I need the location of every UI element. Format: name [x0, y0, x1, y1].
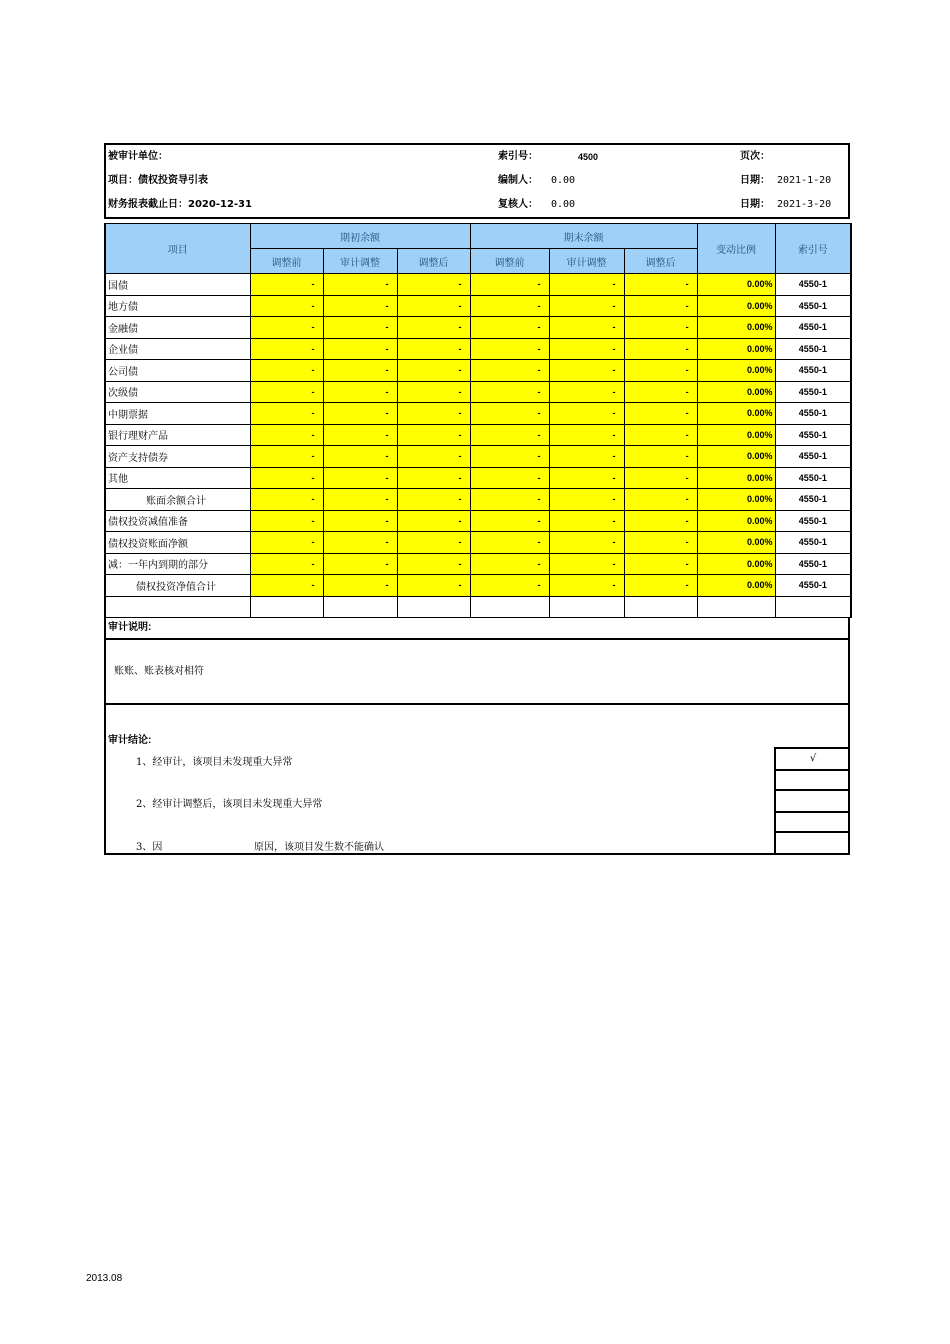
change-ratio-cell: 0.00% — [697, 295, 775, 317]
value-cell[interactable]: - — [323, 317, 397, 339]
row-label: 银行理财产品 — [105, 424, 250, 446]
index-ref-cell[interactable]: 4550-1 — [775, 274, 851, 296]
value-cell[interactable]: - — [323, 510, 397, 532]
sub-after-header: 调整后 — [397, 249, 470, 274]
value-cell[interactable]: - — [549, 424, 624, 446]
reviewer-value: 0.00 — [551, 199, 576, 210]
value-cell[interactable]: - — [470, 295, 549, 317]
sub-after-header: 调整后 — [624, 249, 697, 274]
change-ratio-cell: 0.00% — [697, 446, 775, 468]
value-cell[interactable]: - — [323, 575, 397, 597]
change-ratio-cell: 0.00% — [697, 403, 775, 425]
value-cell[interactable]: - — [397, 424, 470, 446]
row-label: 公司债 — [105, 360, 250, 382]
value-cell[interactable]: - — [549, 295, 624, 317]
value-cell[interactable]: - — [323, 403, 397, 425]
conclusion-item-2: 2、经审计调整后，该项目未发现重大异常 — [136, 799, 323, 810]
table-row — [105, 338, 851, 360]
value-cell[interactable]: - — [470, 381, 549, 403]
row-label: 债权投资减值准备 — [105, 510, 250, 532]
value-cell[interactable]: - — [250, 553, 323, 575]
change-ratio-cell: 0.00% — [697, 317, 775, 339]
value-cell[interactable]: - — [397, 532, 470, 554]
row-label: 国债 — [105, 274, 250, 296]
index-ref-cell[interactable]: 4550-1 — [775, 338, 851, 360]
value-cell[interactable]: - — [397, 381, 470, 403]
header-block — [104, 143, 850, 219]
conclusion-spacer-1 — [774, 769, 850, 789]
change-ratio-cell: 0.00% — [697, 381, 775, 403]
change-ratio-cell: 0.00% — [697, 575, 775, 597]
value-cell[interactable]: - — [624, 553, 697, 575]
conclusion-item-3a: 3、因 — [136, 842, 163, 853]
value-cell[interactable]: - — [549, 575, 624, 597]
empty-cell — [470, 596, 549, 618]
value-cell[interactable]: - — [470, 575, 549, 597]
value-cell[interactable]: - — [397, 489, 470, 511]
value-cell[interactable]: - — [624, 489, 697, 511]
value-cell[interactable]: - — [250, 489, 323, 511]
value-cell[interactable]: - — [470, 467, 549, 489]
value-cell[interactable]: - — [624, 575, 697, 597]
table-row — [105, 317, 851, 339]
value-cell[interactable]: - — [470, 424, 549, 446]
value-cell[interactable]: - — [323, 467, 397, 489]
empty-cell — [105, 596, 250, 618]
value-cell[interactable]: - — [323, 446, 397, 468]
change-ratio-cell: 0.00% — [697, 489, 775, 511]
row-label: 企业债 — [105, 338, 250, 360]
value-cell[interactable]: - — [323, 295, 397, 317]
value-cell[interactable]: - — [250, 446, 323, 468]
value-cell[interactable]: - — [624, 446, 697, 468]
row-label: 金融债 — [105, 317, 250, 339]
change-ratio-cell: 0.00% — [697, 424, 775, 446]
col-item-header: 项目 — [105, 224, 250, 274]
project-label: 项目：债权投资导引表 — [108, 175, 208, 186]
table-row — [105, 274, 851, 296]
preparer-value: 0.00 — [551, 175, 576, 186]
notes-title: 审计说明: — [106, 618, 848, 640]
index-ref-cell[interactable]: 4550-1 — [775, 446, 851, 468]
value-cell[interactable]: - — [397, 446, 470, 468]
value-cell[interactable]: - — [323, 381, 397, 403]
value-cell[interactable]: - — [549, 360, 624, 382]
index-ref-cell[interactable]: 4550-1 — [775, 295, 851, 317]
auditee-label: 被审计单位： — [108, 151, 168, 162]
value-cell[interactable]: - — [470, 489, 549, 511]
value-cell[interactable]: - — [250, 424, 323, 446]
value-cell[interactable]: - — [250, 532, 323, 554]
value-cell[interactable]: - — [549, 381, 624, 403]
index-value: 4500 — [578, 152, 599, 162]
notes-body: 账账、账表核对相符 — [106, 640, 848, 705]
value-cell[interactable]: - — [549, 274, 624, 296]
conclusion-spacer-2 — [774, 811, 850, 831]
value-cell[interactable]: - — [624, 295, 697, 317]
reviewer-label: 复核人： — [498, 199, 538, 210]
value-cell[interactable]: - — [470, 317, 549, 339]
group-opening-header: 期初余额 — [250, 224, 470, 249]
value-cell[interactable]: - — [250, 467, 323, 489]
row-label: 地方债 — [105, 295, 250, 317]
value-cell[interactable]: - — [250, 510, 323, 532]
value-cell[interactable]: - — [470, 360, 549, 382]
value-cell[interactable]: - — [250, 381, 323, 403]
date-label-2: 日期： — [740, 199, 770, 210]
value-cell[interactable]: - — [323, 424, 397, 446]
value-cell[interactable]: - — [549, 317, 624, 339]
date-value-2: 2021-3-20 — [777, 199, 832, 210]
change-ratio-cell: 0.00% — [697, 338, 775, 360]
date-value-1: 2021-1-20 — [777, 175, 832, 186]
value-cell[interactable]: - — [470, 338, 549, 360]
value-cell[interactable]: - — [397, 403, 470, 425]
value-cell[interactable]: - — [624, 424, 697, 446]
value-cell[interactable]: - — [470, 446, 549, 468]
row-label: 债权投资净值合计 — [105, 575, 250, 597]
index-ref-cell[interactable]: 4550-1 — [775, 467, 851, 489]
value-cell[interactable]: - — [624, 360, 697, 382]
row-label: 债权投资账面净额 — [105, 532, 250, 554]
empty-cell — [775, 596, 851, 618]
value-cell[interactable]: - — [250, 360, 323, 382]
value-cell[interactable]: - — [470, 532, 549, 554]
value-cell[interactable]: - — [323, 489, 397, 511]
change-ratio-cell: 0.00% — [697, 532, 775, 554]
value-cell[interactable]: - — [397, 360, 470, 382]
value-cell[interactable]: - — [250, 575, 323, 597]
row-label: 资产支持债券 — [105, 446, 250, 468]
change-ratio-cell: 0.00% — [697, 510, 775, 532]
sub-before-header: 调整前 — [470, 249, 549, 274]
index-ref-cell[interactable]: 4550-1 — [775, 575, 851, 597]
sub-adjust-header: 审计调整 — [549, 249, 624, 274]
value-cell[interactable]: - — [397, 274, 470, 296]
table-row — [105, 424, 851, 446]
empty-cell — [624, 596, 697, 618]
value-cell[interactable]: - — [470, 274, 549, 296]
value-cell[interactable]: - — [549, 403, 624, 425]
value-cell[interactable]: - — [624, 403, 697, 425]
row-label: 账面余额合计 — [105, 489, 250, 511]
date-label-1: 日期： — [740, 175, 770, 186]
value-cell[interactable]: - — [624, 274, 697, 296]
empty-cell — [697, 596, 775, 618]
value-cell[interactable]: - — [624, 338, 697, 360]
value-cell[interactable]: - — [397, 317, 470, 339]
value-cell[interactable]: - — [624, 317, 697, 339]
table-row — [105, 403, 851, 425]
value-cell[interactable]: - — [549, 467, 624, 489]
index-ref-cell[interactable]: 4550-1 — [775, 381, 851, 403]
value-cell[interactable]: - — [323, 274, 397, 296]
sub-adjust-header: 审计调整 — [323, 249, 397, 274]
index-ref-cell[interactable]: 4550-1 — [775, 489, 851, 511]
table-row — [105, 532, 851, 554]
empty-cell — [250, 596, 323, 618]
row-label: 次级债 — [105, 381, 250, 403]
value-cell[interactable]: - — [397, 467, 470, 489]
col-index-header: 索引号 — [775, 224, 851, 274]
index-ref-cell[interactable]: 4550-1 — [775, 403, 851, 425]
table-row — [105, 553, 851, 575]
value-cell[interactable]: - — [549, 510, 624, 532]
conclusion-checkbox-3[interactable] — [774, 831, 850, 853]
index-ref-cell[interactable]: 4550-1 — [775, 553, 851, 575]
conclusion-item-3b: 原因，该项目发生数不能确认 — [254, 842, 384, 853]
conclusion-checkbox-1[interactable]: √ — [774, 747, 850, 771]
change-ratio-cell: 0.00% — [697, 360, 775, 382]
period-label: 财务报表截止日：2020-12-31 — [108, 199, 252, 210]
page-label: 页次： — [740, 151, 770, 162]
preparer-label: 编制人： — [498, 175, 538, 186]
row-label: 减：一年内到期的部分 — [105, 553, 250, 575]
row-label: 其他 — [105, 467, 250, 489]
table-row — [105, 510, 851, 532]
value-cell[interactable]: - — [549, 446, 624, 468]
value-cell[interactable]: - — [250, 403, 323, 425]
conclusion-item-1: 1、经审计，该项目未发现重大异常 — [136, 757, 293, 768]
row-label: 中期票据 — [105, 403, 250, 425]
change-ratio-cell: 0.00% — [697, 553, 775, 575]
value-cell[interactable]: - — [323, 360, 397, 382]
value-cell[interactable]: - — [549, 489, 624, 511]
empty-cell — [549, 596, 624, 618]
empty-cell — [323, 596, 397, 618]
group-closing-header: 期末余额 — [470, 224, 697, 249]
table-row — [105, 360, 851, 382]
value-cell[interactable]: - — [470, 403, 549, 425]
value-cell[interactable]: - — [397, 295, 470, 317]
index-label: 索引号： — [498, 151, 538, 162]
conclusion-title: 审计结论: — [108, 735, 152, 746]
table-row — [105, 467, 851, 489]
audit-notes — [104, 618, 850, 855]
value-cell[interactable]: - — [549, 338, 624, 360]
change-ratio-cell: 0.00% — [697, 467, 775, 489]
value-cell[interactable]: - — [549, 532, 624, 554]
value-cell[interactable]: - — [624, 381, 697, 403]
value-cell[interactable]: - — [470, 553, 549, 575]
audit-conclusion — [106, 705, 848, 853]
index-ref-cell[interactable]: 4550-1 — [775, 532, 851, 554]
value-cell[interactable]: - — [397, 510, 470, 532]
empty-cell — [397, 596, 470, 618]
table-row — [105, 295, 851, 317]
value-cell[interactable]: - — [250, 295, 323, 317]
value-cell[interactable]: - — [397, 553, 470, 575]
value-cell[interactable]: - — [323, 532, 397, 554]
value-cell[interactable]: - — [250, 317, 323, 339]
sub-before-header: 调整前 — [250, 249, 323, 274]
value-cell[interactable]: - — [549, 553, 624, 575]
table-row — [105, 381, 851, 403]
change-ratio-cell: 0.00% — [697, 274, 775, 296]
value-cell[interactable]: - — [250, 338, 323, 360]
lead-schedule-table — [104, 223, 852, 618]
value-cell[interactable]: - — [397, 575, 470, 597]
value-cell[interactable]: - — [397, 338, 470, 360]
value-cell[interactable]: - — [624, 532, 697, 554]
index-ref-cell[interactable]: 4550-1 — [775, 510, 851, 532]
index-ref-cell[interactable]: 4550-1 — [775, 360, 851, 382]
table-row — [105, 489, 851, 511]
index-ref-cell[interactable]: 4550-1 — [775, 424, 851, 446]
col-change-header: 变动比例 — [697, 224, 775, 274]
empty-row — [105, 596, 851, 618]
value-cell[interactable]: - — [624, 467, 697, 489]
value-cell[interactable]: - — [470, 510, 549, 532]
value-cell[interactable]: - — [323, 553, 397, 575]
working-paper — [104, 143, 850, 855]
footer-version: 2013.08 — [86, 1273, 123, 1284]
value-cell[interactable]: - — [323, 338, 397, 360]
index-ref-cell[interactable]: 4550-1 — [775, 317, 851, 339]
conclusion-checkbox-2[interactable] — [774, 789, 850, 813]
table-row — [105, 575, 851, 597]
value-cell[interactable]: - — [250, 274, 323, 296]
value-cell[interactable]: - — [624, 510, 697, 532]
table-row — [105, 446, 851, 468]
